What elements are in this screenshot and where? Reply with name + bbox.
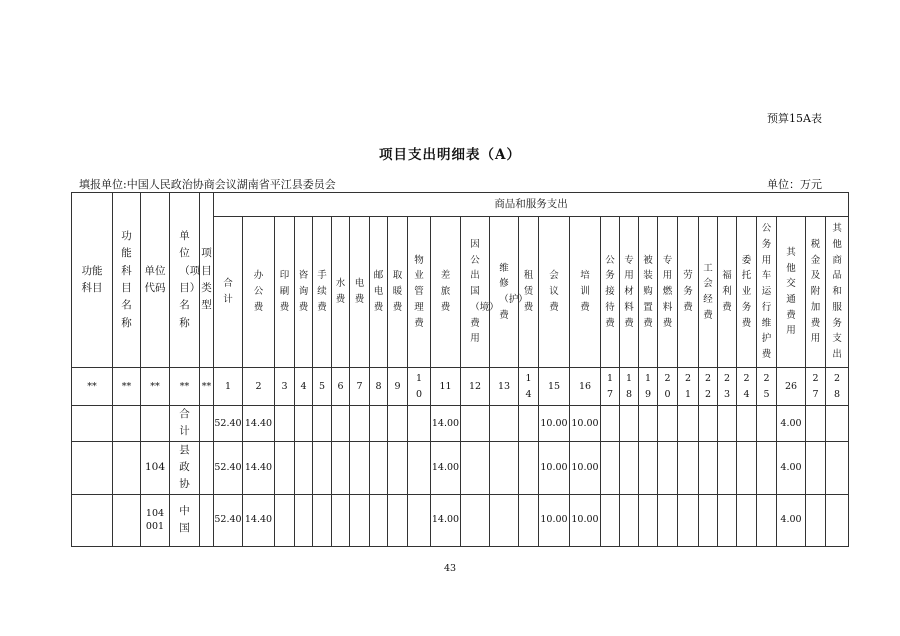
index-cell: 27 xyxy=(806,368,826,406)
index-cell: ** xyxy=(72,368,113,406)
row-meeting: 10.00 xyxy=(539,406,570,442)
header-total: 合计 xyxy=(214,217,243,368)
header-transport: 其他交通费用 xyxy=(777,217,806,368)
row-travel: 14.00 xyxy=(431,494,461,546)
index-cell: 17 xyxy=(601,368,620,406)
index-cell: 3 xyxy=(275,368,295,406)
header-postal: 邮电费 xyxy=(370,217,388,368)
index-cell: ** xyxy=(170,368,200,406)
header-fuel: 专用燃料费 xyxy=(658,217,678,368)
index-cell: 21 xyxy=(678,368,699,406)
header-office: 办公费 xyxy=(243,217,275,368)
table-row xyxy=(72,441,849,494)
header-reception: 公务接待费 xyxy=(601,217,620,368)
index-cell: ** xyxy=(113,368,141,406)
row-office: 14.40 xyxy=(243,494,275,546)
index-cell: 18 xyxy=(620,368,639,406)
index-cell: 9 xyxy=(388,368,408,406)
index-cell: 20 xyxy=(658,368,678,406)
header-travel: 差旅费 xyxy=(431,217,461,368)
index-cell: 7 xyxy=(350,368,370,406)
header-printing: 印刷费 xyxy=(275,217,295,368)
row-total: 52.40 xyxy=(214,406,243,442)
header-row-group xyxy=(72,193,849,217)
row-unit-code: 104 xyxy=(141,441,170,494)
header-uniform: 被装购置费 xyxy=(639,217,658,368)
reporting-unit: 填报单位:中国人民政治协商会议湖南省平江县委员会 xyxy=(79,178,336,191)
index-cell: 4 xyxy=(295,368,313,406)
index-cell: 28 xyxy=(826,368,849,406)
header-func-name: 功能科目 xyxy=(72,193,113,368)
row-travel: 14.00 xyxy=(431,441,461,494)
header-repair: 维修（护）费 xyxy=(490,217,519,368)
row-transport: 4.00 xyxy=(777,406,806,442)
row-meeting: 10.00 xyxy=(539,494,570,546)
header-vehicle: 公务用车运行维护费 xyxy=(757,217,777,368)
index-cell: 1 xyxy=(214,368,243,406)
header-materials: 专用材料费 xyxy=(620,217,639,368)
page-number: 43 xyxy=(443,563,457,574)
table-row xyxy=(72,406,849,442)
index-cell: 25 xyxy=(757,368,777,406)
row-office: 14.40 xyxy=(243,441,275,494)
row-unit-name: 中国 xyxy=(170,494,200,546)
index-row xyxy=(72,368,849,406)
header-unit-code: 单位代码 xyxy=(141,193,170,368)
header-func-code-name: 功能科目名称 xyxy=(113,193,141,368)
page-title: 项目支出明细表（A） xyxy=(379,147,521,163)
index-cell: 10 xyxy=(408,368,431,406)
header-water: 水费 xyxy=(332,217,350,368)
header-electricity: 电费 xyxy=(350,217,370,368)
row-total: 52.40 xyxy=(214,494,243,546)
index-cell: 2 xyxy=(243,368,275,406)
index-cell: 8 xyxy=(370,368,388,406)
row-transport: 4.00 xyxy=(777,441,806,494)
index-cell: 19 xyxy=(639,368,658,406)
header-unit-name: 单位（项目）名称 xyxy=(170,193,200,368)
header-welfare: 福利费 xyxy=(718,217,737,368)
index-cell: 24 xyxy=(737,368,757,406)
index-cell: 22 xyxy=(699,368,718,406)
row-unit-code: 104001 xyxy=(141,494,170,546)
header-property: 物业管理费 xyxy=(408,217,431,368)
row-transport: 4.00 xyxy=(777,494,806,546)
expenditure-table xyxy=(71,192,849,547)
header-union: 工会经费 xyxy=(699,217,718,368)
header-heating: 取暖费 xyxy=(388,217,408,368)
form-code: 预算15A表 xyxy=(767,112,822,125)
row-total: 52.40 xyxy=(214,441,243,494)
header-commission: 委托业务费 xyxy=(737,217,757,368)
index-cell: 23 xyxy=(718,368,737,406)
header-training: 培训费 xyxy=(570,217,601,368)
row-training: 10.00 xyxy=(570,406,601,442)
index-cell: 12 xyxy=(461,368,490,406)
header-project-type: 项目类型 xyxy=(200,193,214,368)
index-cell: 11 xyxy=(431,368,461,406)
index-cell: 15 xyxy=(539,368,570,406)
row-office: 14.40 xyxy=(243,406,275,442)
row-unit-name: 县政协 xyxy=(170,441,200,494)
header-consulting: 咨询费 xyxy=(295,217,313,368)
index-cell: 6 xyxy=(332,368,350,406)
currency-unit: 单位：万元 xyxy=(767,178,822,191)
header-labor: 劳务费 xyxy=(678,217,699,368)
header-tax: 税金及附加费用 xyxy=(806,217,826,368)
header-other: 其他商品和服务支出 xyxy=(826,217,849,368)
row-travel: 14.00 xyxy=(431,406,461,442)
header-group-goods-services: 商品和服务支出 xyxy=(214,193,849,217)
row-training: 10.00 xyxy=(570,494,601,546)
table-row xyxy=(72,494,849,546)
index-cell: 13 xyxy=(490,368,519,406)
index-cell: 14 xyxy=(519,368,539,406)
header-abroad: 因公出国（境）费用 xyxy=(461,217,490,368)
header-meeting: 会议费 xyxy=(539,217,570,368)
index-cell: 26 xyxy=(777,368,806,406)
header-rental: 租赁费 xyxy=(519,217,539,368)
row-training: 10.00 xyxy=(570,441,601,494)
index-cell: ** xyxy=(200,368,214,406)
row-unit-name: 合计 xyxy=(170,406,200,442)
index-cell: 5 xyxy=(313,368,332,406)
index-cell: 16 xyxy=(570,368,601,406)
row-meeting: 10.00 xyxy=(539,441,570,494)
index-cell: ** xyxy=(141,368,170,406)
header-handling: 手续费 xyxy=(313,217,332,368)
